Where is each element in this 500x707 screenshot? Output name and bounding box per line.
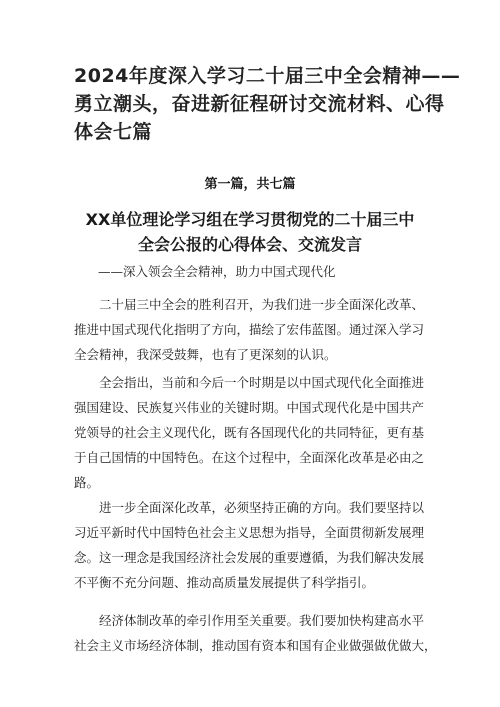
document-title-line: 体会七篇 <box>74 121 153 143</box>
document-title <box>74 62 461 146</box>
paragraph-line: 推进中国式现代化指明了方向，描绘了宏伟蓝图。通过深入学习 <box>74 322 425 337</box>
paragraph-line: 念。这一理念是我国经济社会发展的重要遵循，为我们解决发展 <box>74 550 425 565</box>
body-paragraph <box>74 608 437 658</box>
body-paragraph <box>74 495 434 595</box>
paragraph-line: 进一步全面深化改革，必须坚持正确的方向。我们要坚持以 <box>99 500 425 515</box>
chapter-label: 第一篇，共七篇 <box>204 177 296 192</box>
article-subtitle: ——深入领会全会精神，助力中国式现代化 <box>98 264 336 279</box>
paragraph-line: 二十届三中全会的胜利召开，为我们进一步全面深化改革、 <box>99 297 425 312</box>
paragraph-line: 社会主义市场经济体制，推动国有资本和国有企业做强做优做大， <box>74 638 437 653</box>
body-paragraph <box>74 370 434 495</box>
article-title <box>60 207 440 257</box>
paragraph-line: 习近平新时代中国特色社会主义思想为指导，全面贯彻新发展理 <box>74 525 425 540</box>
paragraph-line: 于自己国情的中国特色。在这个过程中，全面深化改革是必由之 <box>74 450 425 465</box>
paragraph-line: 全会指出，当前和今后一个时期是以中国式现代化全面推进 <box>99 375 425 390</box>
paragraph-line: 经济体制改革的牵引作用至关重要。我们要加快构建高水平 <box>99 613 425 628</box>
article-title-line: 全会公报的心得体会、交流发言 <box>137 235 362 254</box>
paragraph-line: 路。 <box>74 475 100 490</box>
paragraph-line: 强国建设、民族复兴伟业的关键时期。中国式现代化是中国共产 <box>74 400 425 415</box>
paragraph-line: 不平衡不充分问题、推动高质量发展提供了科学指引。 <box>74 575 375 590</box>
body-paragraph <box>74 292 434 367</box>
document-title-line: 2024年度深入学习二十届三中全会精神—— <box>74 65 461 87</box>
document-title-line: 勇立潮头，奋进新征程研讨交流材料、心得 <box>74 93 445 115</box>
paragraph-line: 党领导的社会主义现代化，既有各国现代化的共同特征，更有基 <box>74 425 425 440</box>
paragraph-line: 全会精神，我深受鼓舞，也有了更深刻的认识。 <box>74 347 337 362</box>
article-title-line: XX单位理论学习组在学习贯彻党的二十届三中 <box>85 210 415 229</box>
